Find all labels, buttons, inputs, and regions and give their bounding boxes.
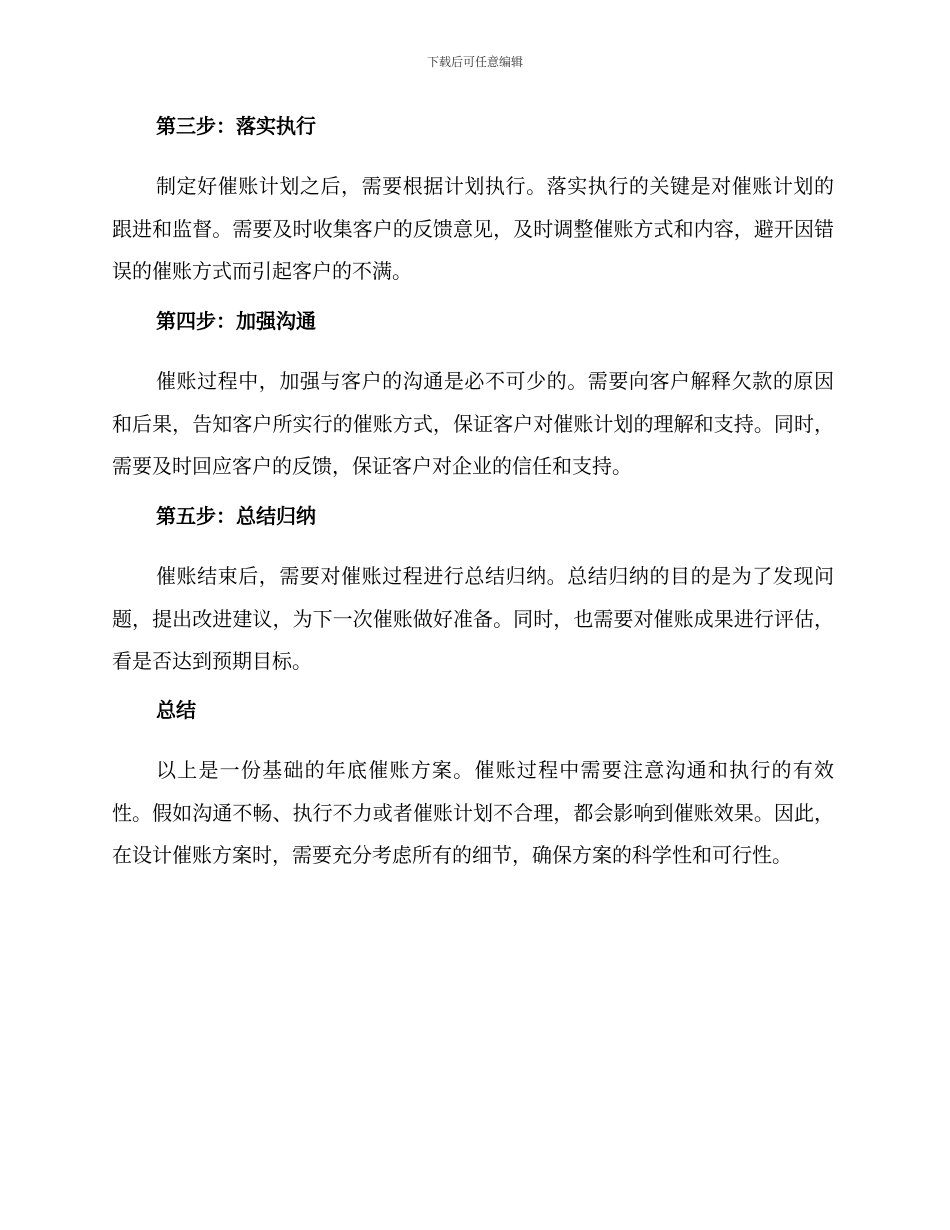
section-body xyxy=(112,555,834,683)
section-heading: 总结 xyxy=(156,698,196,722)
section-heading: 第五步：总结归纳 xyxy=(156,504,316,528)
section-step-three xyxy=(112,110,834,142)
section-summary xyxy=(112,694,834,726)
page-header: 下载后可任意编辑 xyxy=(426,55,523,69)
section-step-four xyxy=(112,305,834,337)
section-paragraph: 制定好催账计划之后，需要根据计划执行。落实执行的关键是对催账计划的跟进和监督。需要及时收集客户的反馈意见，及时调整催账方式和内容，避开因错误的催账方式而引起客户的不满。 xyxy=(112,174,834,283)
section-heading: 第四步：加强沟通 xyxy=(156,309,316,333)
section-body xyxy=(112,360,834,488)
section-paragraph: 以上是一份基础的年底催账方案。催账过程中需要注意沟通和执行的有效性。假如沟通不畅、执行不力或者催账计划不合理，都会影响到催账效果。因此，在设计催账方案时，需要充分考虑所有的细节，确保方案的科学性和可行性。 xyxy=(112,758,834,867)
section-paragraph: 催账过程中，加强与客户的沟通是必不可少的。需要向客户解释欠款的原因和后果，告知客户所实行的催账方式，保证客户对催账计划的理解和支持。同时，需要及时回应客户的反馈，保证客户对企业的信任和支持。 xyxy=(112,369,834,478)
section-paragraph: 催账结束后，需要对催账过程进行总结归纳。总结归纳的目的是为了发现问题，提出改进建议，为下一次催账做好准备。同时，也需要对催账成果进行评估，看是否达到预期目标。 xyxy=(112,564,834,673)
section-body xyxy=(112,749,834,877)
section-heading: 第三步：落实执行 xyxy=(156,114,316,138)
section-step-five xyxy=(112,500,834,532)
section-body xyxy=(112,165,834,293)
